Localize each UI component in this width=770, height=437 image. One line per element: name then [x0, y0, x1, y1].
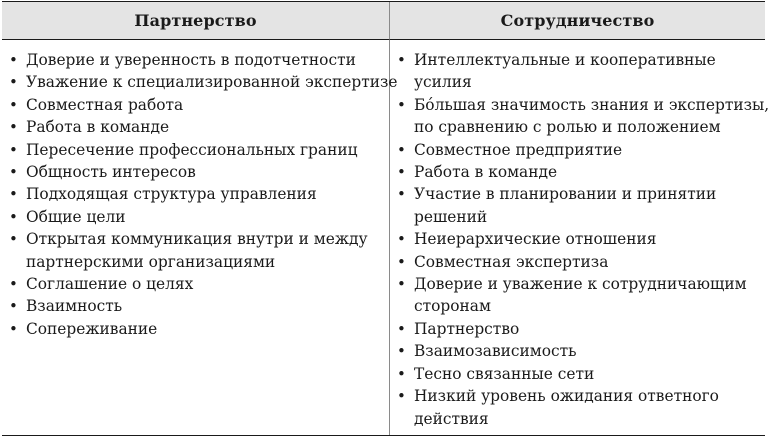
list-item: • Подходящая структура управления [8, 183, 383, 205]
partnership-column [2, 40, 398, 435]
collaboration-list [396, 49, 770, 430]
list-item: • Доверие и уверенность в подотчетности [8, 49, 383, 71]
collaboration-column [390, 40, 770, 435]
header-partnership: Партнерство [2, 2, 390, 40]
list-item: • Совместное предприятие [396, 139, 759, 161]
list-item: • Общность интересов [8, 161, 383, 183]
comparison-table [2, 1, 770, 436]
list-item: • Низкий уровень ожидания ответного действия [396, 385, 759, 430]
list-item: • Общие цели [8, 206, 383, 228]
list-item: • Неиерархические отношения [396, 228, 759, 250]
list-item: • Работа в команде [396, 161, 759, 183]
list-item: • Взаимность [8, 295, 383, 317]
list-item: • Открытая коммуникация внутри и между партнерскими организациями [8, 228, 383, 273]
list-item: • Работа в команде [8, 116, 383, 138]
partnership-list [8, 49, 398, 340]
list-item: • Совместная экспертиза [396, 251, 759, 273]
list-item: • Тесно связанные сети [396, 363, 759, 385]
list-item: • Пересечение профессиональных границ [8, 139, 383, 161]
list-item: • Интеллектуальные и кооперативные усилия [396, 49, 759, 94]
list-item: • Совместная работа [8, 94, 383, 116]
list-item: • Уважение к специализированной экспертизе [8, 71, 383, 93]
list-item: • Доверие и уважение к сотрудничающим сторонам [396, 273, 759, 318]
header-collaboration: Сотрудничество [390, 2, 765, 40]
list-item: • Участие в планировании и принятии решений [396, 183, 759, 228]
list-item: • Партнерство [396, 318, 759, 340]
list-item: • Взаимозависимость [396, 340, 759, 362]
list-item: • Соглашение о целях [8, 273, 383, 295]
list-item: • Сопереживание [8, 318, 383, 340]
list-item: • Бóльшая значимость знания и экспертизы, по сравнению с ролью и положением [396, 94, 759, 139]
